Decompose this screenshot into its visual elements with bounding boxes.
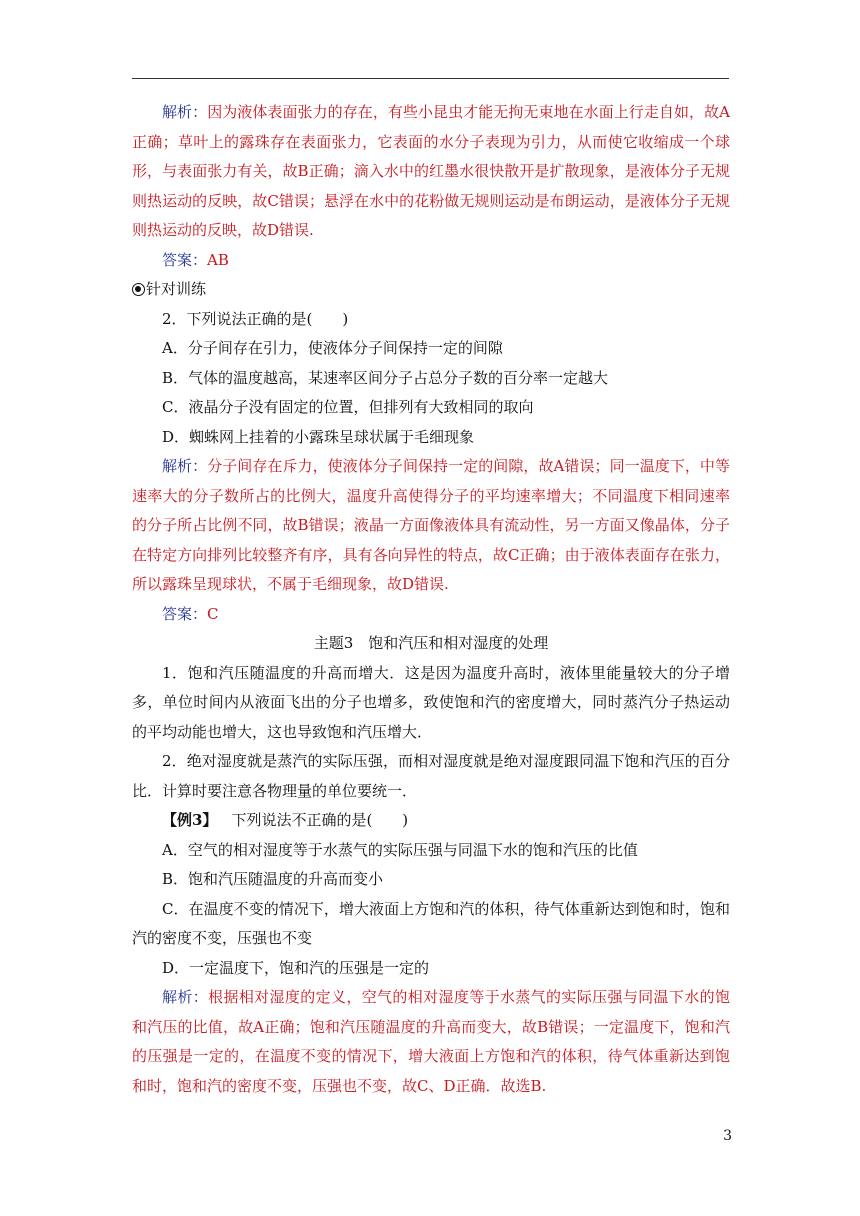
question-2-stem: 2．下列说法正确的是( )	[162, 309, 349, 328]
topic-3-paragraph-1: 1．饱和汽压随温度的升高而增大．这是因为温度升高时，液体里能量较大的分子增多，单位时间内从液面飞出的分子也增多，致使饱和汽的密度增大，同时蒸汽分子热运动的平均动能也增大，这也导致饱和汽压增大．	[132, 663, 730, 741]
answer-value: AB	[207, 250, 229, 269]
page-content	[132, 98, 730, 1101]
topic-3-paragraph-2: 2．绝对湿度就是蒸汽的实际压强，而相对湿度就是绝对湿度跟同温下饱和汽压的百分比．计算时要注意各物理量的单位要统一．	[132, 752, 730, 800]
example-label: 【例3】	[162, 811, 218, 829]
example-3-option-b: B．饱和汽压随温度的升高而变小	[162, 870, 384, 888]
example-3-stem	[132, 806, 730, 836]
analysis-text: 因为液体表面张力的存在，有些小昆虫才能无拘无束地在水面上行走自如，故A正确；草叶上的露珠存在表面张力，它表面的水分子表现为引力，从而使它收缩成一个球形，与表面张力有关，故B正确；滴入水中的红墨水很快散开是扩散现象，是液体分子无规则热运动的反映，故C错误；悬浮在水中的花粉做无规则运动是布朗运动，是液体分子无规则热运动的反映，故D错误.	[132, 103, 730, 239]
example-3-option-a: A．空气的相对湿度等于水蒸气的实际压强与同温下水的饱和汽压的比值	[162, 840, 638, 859]
example-3-option-d: D．一定温度下，饱和汽的压强是一定的	[162, 958, 430, 977]
analysis-text: 分子间存在斥力，使液体分子间保持一定的间隙，故A错误；同一温度下，中等速率大的分子数所占的比例大，温度升高使得分子的平均速率增大；不同温度下相同速率的分子所占比例不同，故B错误；液晶一方面像液体具有流动性，另一方面又像晶体，分子在特定方向排列比较整齐有序，具有各向异性的特点，故C正确；由于液体表面存在张力，所以露珠呈现球状，不属于毛细现象，故D错误.	[132, 457, 730, 593]
answer-1	[132, 246, 730, 276]
question-2-option-c: C．液晶分子没有固定的位置，但排列有大致相同的取向	[162, 398, 534, 416]
answer-2	[132, 600, 730, 630]
question-2-option-a: A．分子间存在引力，使液体分子间保持一定的间隙	[162, 339, 503, 357]
question-2-option-b: B．气体的温度越高，某速率区间分子占总分子数的百分率一定越大	[162, 368, 609, 387]
topic-3-title: 主题3 饱和汽压和相对湿度的处理	[313, 634, 549, 652]
answer-label: 答案：	[162, 604, 208, 623]
example-stem-text: 下列说法不正确的是( )	[231, 811, 409, 829]
analysis-2	[132, 452, 730, 600]
analysis-1	[132, 98, 730, 246]
analysis-3	[132, 983, 730, 1101]
bullet-icon	[132, 283, 145, 296]
answer-value: C	[207, 604, 219, 623]
training-heading	[132, 275, 730, 305]
question-2-option-d: D．蜘蛛网上挂着的小露珠呈球状属于毛细现象	[162, 427, 475, 446]
analysis-text: 根据相对湿度的定义，空气的相对湿度等于水蒸气的实际压强与同温下水的饱和汽压的比值，故A正确；饱和汽压随温度的升高而变大，故B错误；一定温度下，饱和汽的压强是一定的，在温度不变的情况下，增大液面上方饱和汽的体积，待气体重新达到饱和时，饱和汽的密度不变，压强也不变，故C、D正确．故选B.	[132, 988, 730, 1095]
header-rule	[132, 78, 729, 79]
analysis-label: 解析：	[162, 103, 208, 121]
training-title: 针对训练	[146, 280, 207, 298]
analysis-label: 解析：	[162, 988, 209, 1006]
example-3-option-c: C．在温度不变的情况下，增大液面上方饱和汽的体积，待气体重新达到饱和时，饱和汽的密度不变，压强也不变	[132, 899, 730, 947]
analysis-label: 解析：	[162, 457, 208, 475]
answer-label: 答案：	[162, 250, 208, 269]
page-number: 3	[723, 1128, 732, 1144]
